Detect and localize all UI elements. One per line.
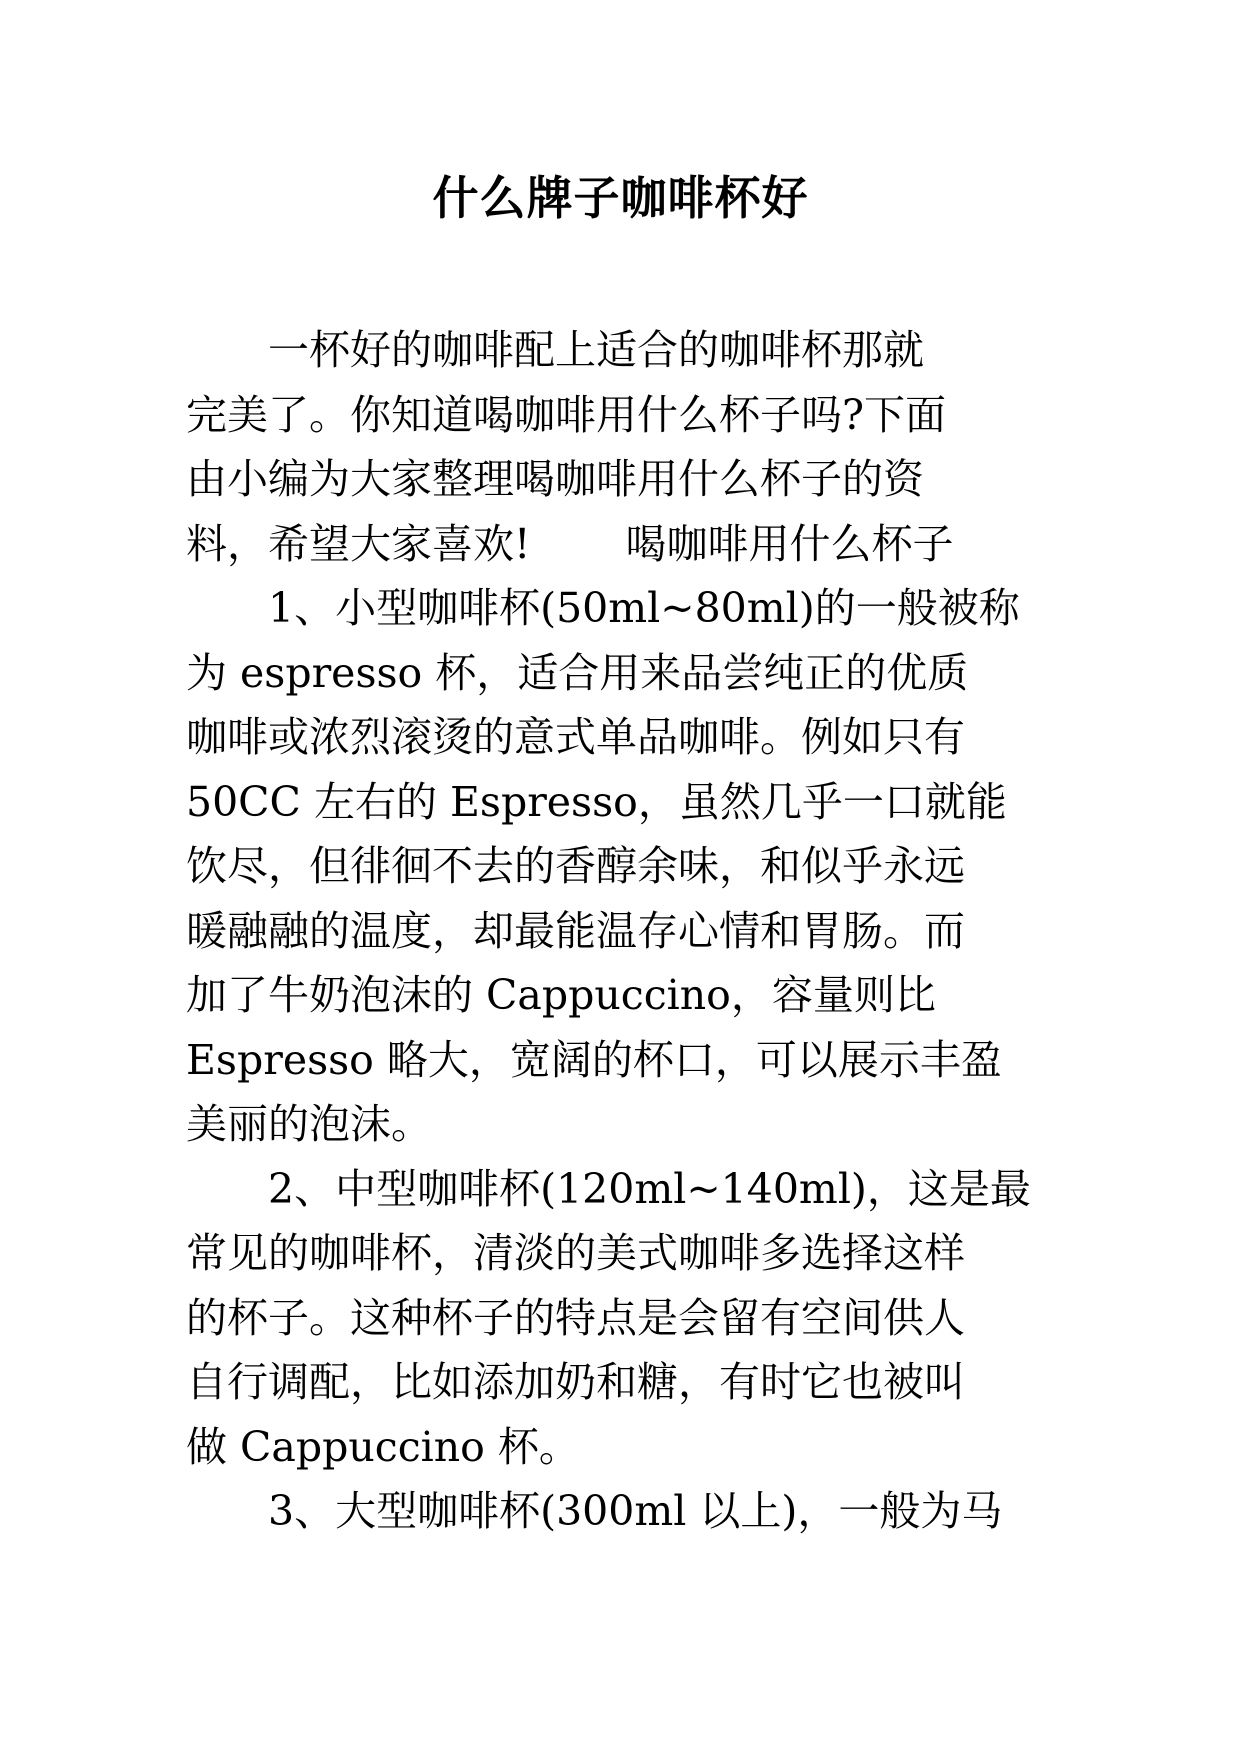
paragraph-line: 咖啡或浓烈滚烫的意式单品咖啡。例如只有 xyxy=(186,713,965,761)
paragraph-line: Espresso 略大，宽阔的杯口，可以展示丰盈 xyxy=(186,1035,1002,1084)
paragraph-intro xyxy=(186,318,1056,576)
paragraph-line: 由小编为大家整理喝咖啡用什么杯子的资 xyxy=(186,455,924,503)
paragraph-large-cup xyxy=(186,1479,1056,1544)
paragraph-small-cup xyxy=(186,576,1056,1157)
paragraph-line: 美丽的泡沫。 xyxy=(186,1100,432,1148)
paragraph-line: 2、中型咖啡杯(120ml~140ml)，这是最 xyxy=(268,1164,1031,1213)
document-title: 什么牌子咖啡杯好 xyxy=(432,171,809,225)
paragraph-line: 常见的咖啡杯，清淡的美式咖啡多选择这样 xyxy=(186,1229,965,1277)
paragraph-line: 完美了。你知道喝咖啡用什么杯子吗?下面 xyxy=(186,390,946,439)
paragraph-line: 做 Cappuccino 杯。 xyxy=(186,1422,580,1471)
paragraph-line: 3、大型咖啡杯(300ml 以上)，一般为马 xyxy=(268,1487,1003,1535)
paragraph-line: 自行调配，比如添加奶和糖，有时它也被叫 xyxy=(186,1358,965,1406)
paragraph-line: 为 espresso 杯，适合用来品尝纯正的优质 xyxy=(186,648,969,697)
paragraph-line: 一杯好的咖啡配上适合的咖啡杯那就 xyxy=(268,326,924,374)
paragraph-medium-cup xyxy=(186,1157,1056,1480)
paragraph-line: 的杯子。这种杯子的特点是会留有空间供人 xyxy=(186,1293,965,1342)
paragraph-line: 料，希望大家喜欢! 喝咖啡用什么杯子 xyxy=(186,519,954,568)
paragraph-line: 50CC 左右的 Espresso，虽然几乎一口就能 xyxy=(186,777,1007,826)
paragraph-line: 饮尽，但徘徊不去的香醇余味，和似乎永远 xyxy=(186,842,965,890)
paragraph-line: 暖融融的温度，却最能温存心情和胃肠。而 xyxy=(186,906,965,955)
paragraph-line: 1、小型咖啡杯(50ml~80ml)的一般被称 xyxy=(268,584,1020,632)
document-body xyxy=(186,318,1056,1544)
paragraph-line: 加了牛奶泡沫的 Cappuccino，容量则比 xyxy=(186,971,936,1019)
